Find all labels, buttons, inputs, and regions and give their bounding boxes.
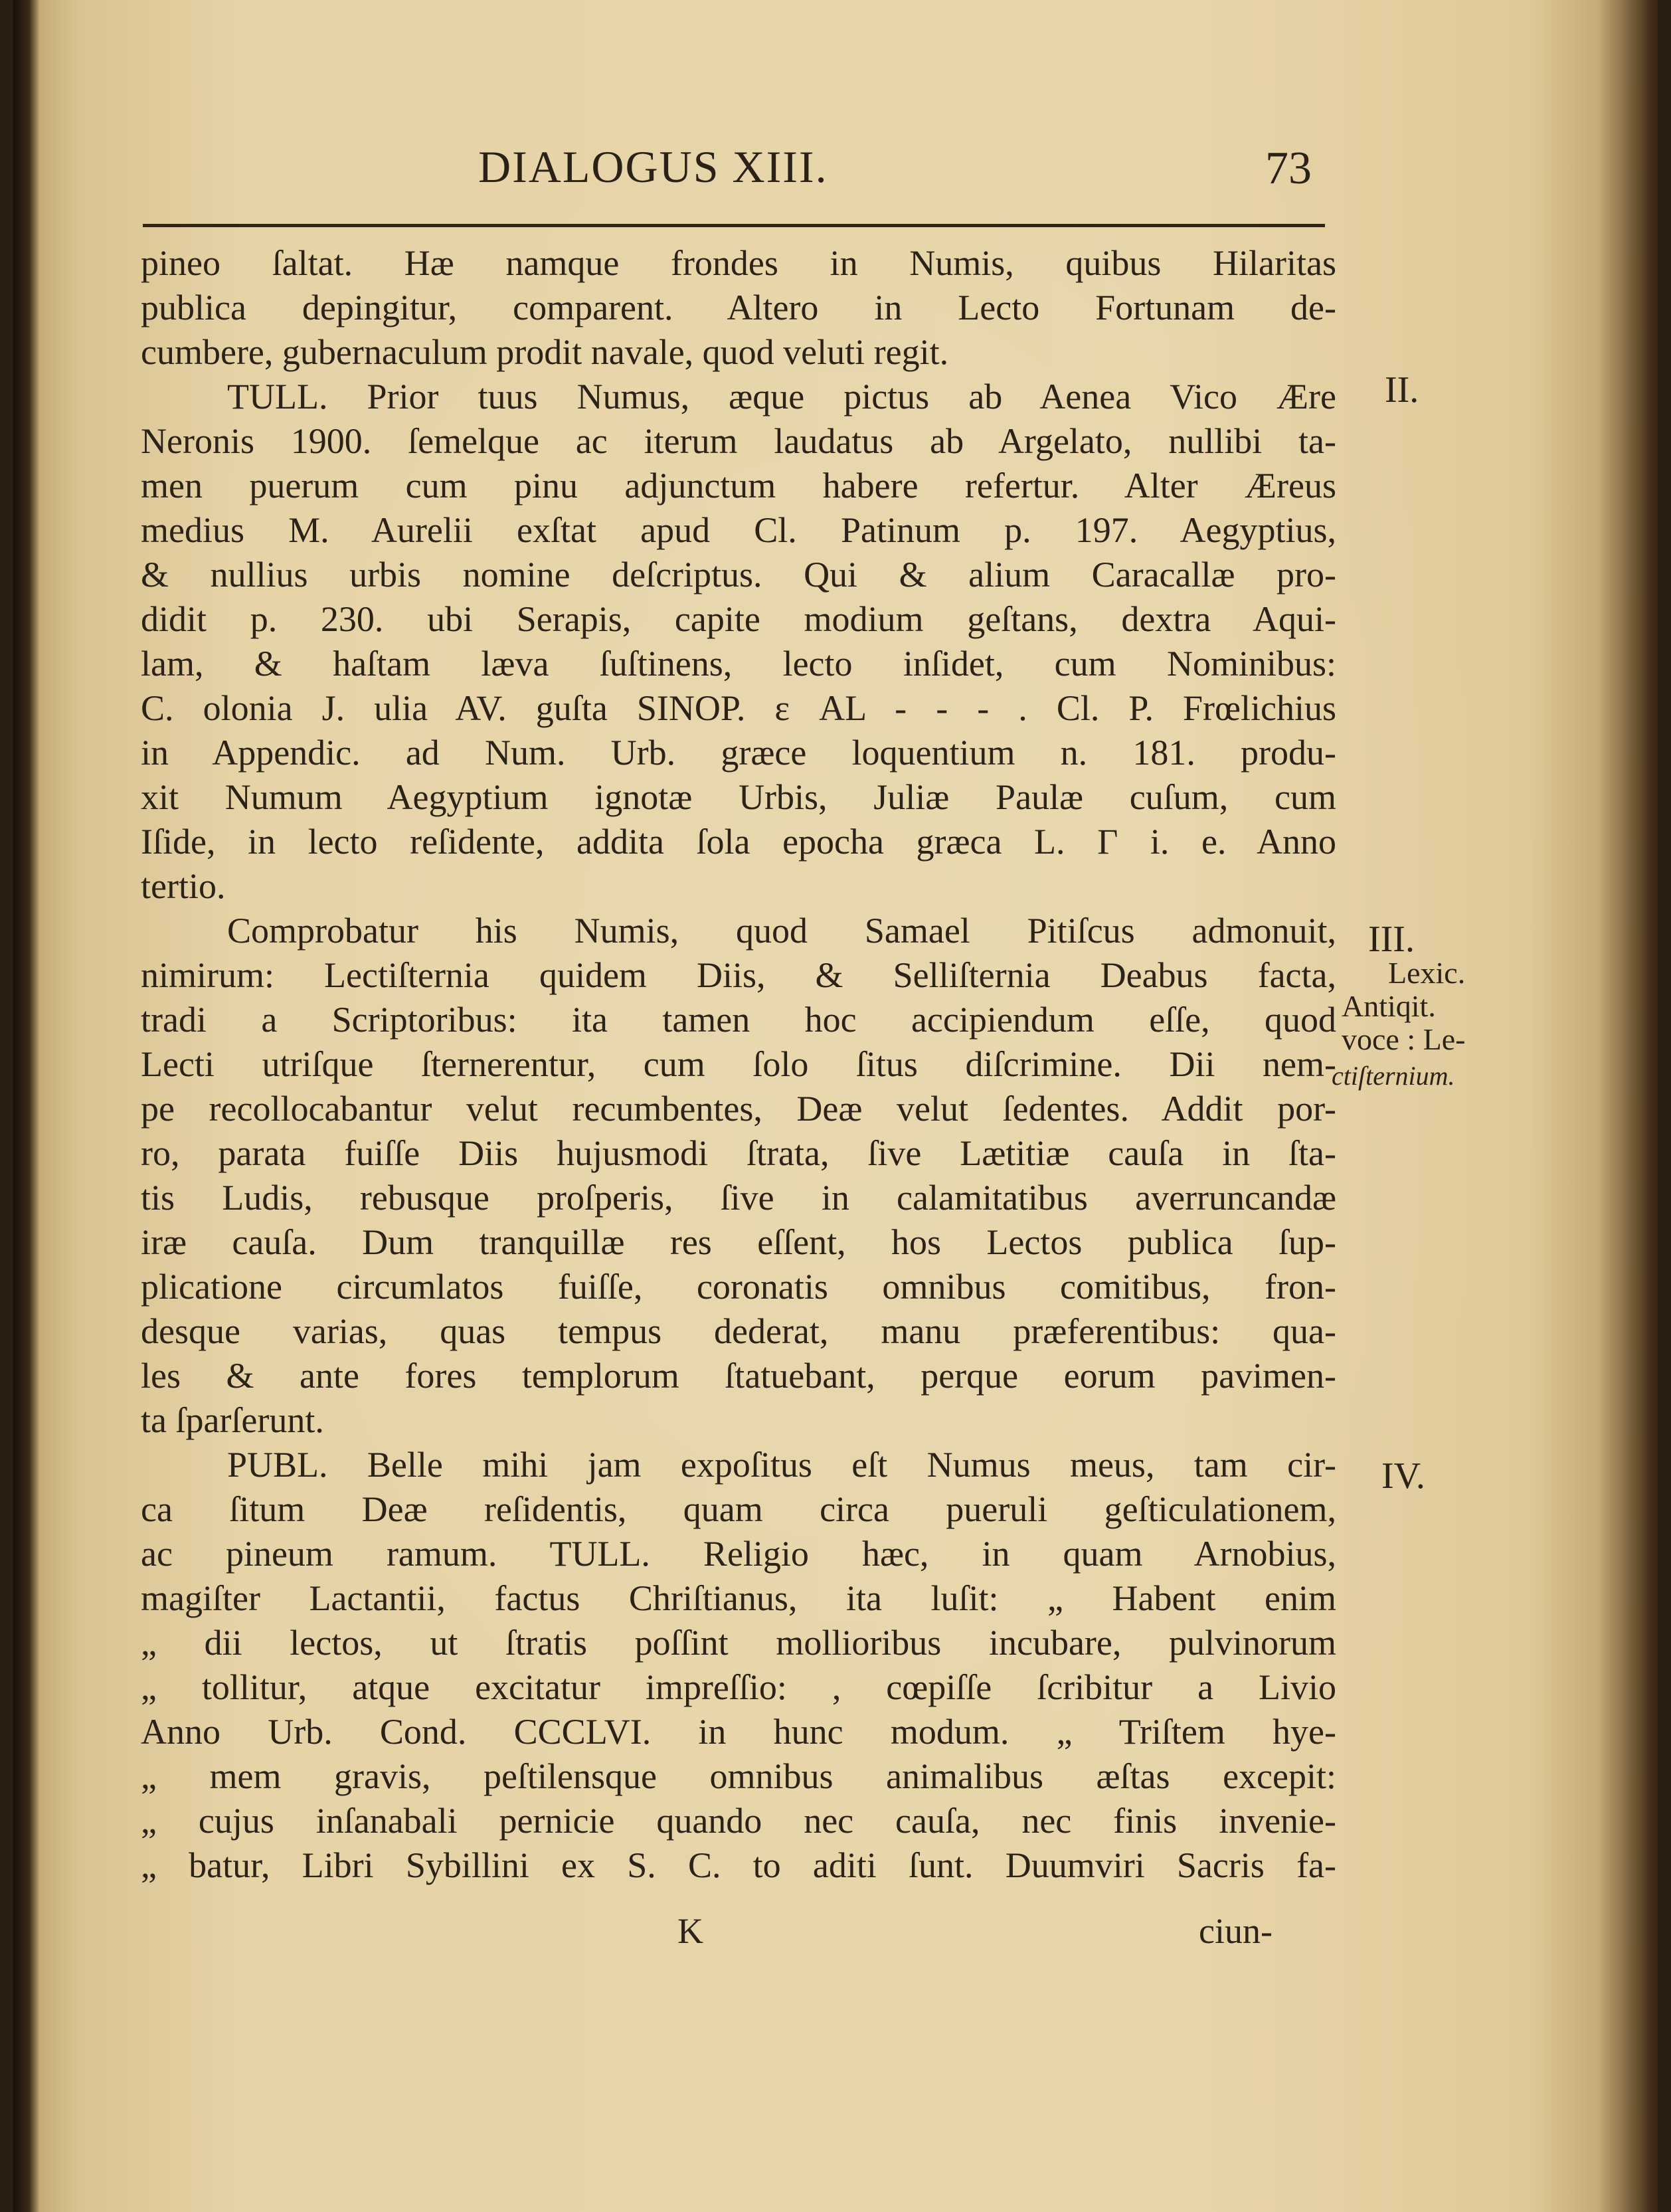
page-edge-shadow (1598, 0, 1658, 2212)
text-line: ac pineum ramum. TULL. Religio hæc, in quam Arnobius, (141, 1534, 1336, 1574)
book-spine (13, 0, 40, 2212)
text-line: magiſter Lactantii, factus Chriſtianus, ita luſit: „ Habent enim (141, 1578, 1336, 1618)
margin-note-antiqit: Antiqit. (1342, 989, 1436, 1023)
margin-note-term: ctiſternium. (1332, 1061, 1455, 1091)
text-line: „ cujus inſanabali pernicie quando nec cauſa, nec finis invenie- (141, 1801, 1336, 1841)
text-line: pe recollocabantur velut recumbentes, Deæ velut ſedentes. Addit por- (141, 1089, 1336, 1129)
text-line: publica depingitur, comparent. Altero in Lecto Fortunam de- (141, 288, 1336, 327)
text-line: pineo ſaltat. Hæ namque frondes in Numis, quibus Hilaritas (141, 243, 1336, 283)
text-line: nimirum: Lectiſternia quidem Diis, & Selliſternia Deabus facta, (141, 955, 1336, 995)
text-line: C. olonia J. ulia AV. guſta SINOP. ε AL - - - . Cl. P. Frœlichius (141, 688, 1336, 728)
text-line: medius M. Aurelii exſtat apud Cl. Patinum p. 197. Aegyptius, (141, 510, 1336, 550)
text-line: „ dii lectos, ut ſtratis poſſint mollioribus incubare, pulvinorum (141, 1623, 1336, 1663)
text-line: cumbere, gubernaculum prodit navale, quod veluti regit. (141, 332, 949, 372)
text-line: tis Ludis, rebusque proſperis, ſive in calamitatibus averruncandæ (141, 1178, 1336, 1218)
margin-section-2: II. (1385, 369, 1419, 411)
text-line: in Appendic. ad Num. Urb. græce loquentium n. 181. produ- (141, 733, 1336, 773)
text-line: didit p. 230. ubi Serapis, capite modium geſtans, dextra Aqui- (141, 599, 1336, 639)
text-line: men puerum cum pinu adjunctum habere refertur. Alter Æreus (141, 466, 1336, 506)
signature-mark: K (677, 1911, 703, 1951)
text-line: Anno Urb. Cond. CCCLVI. in hunc modum. „ Triſtem hye- (141, 1712, 1336, 1752)
text-line: iræ cauſa. Dum tranquillæ res eſſent, hos Lectos publica ſup- (141, 1222, 1336, 1262)
text-line: Comprobatur his Numis, quod Samael Pitiſcus admonuit, (227, 911, 1336, 951)
text-line: Iſide, in lecto reſidente, addita ſola epocha græca L. Γ i. e. Anno (141, 822, 1336, 862)
text-line: PUBL. Belle mihi jam expoſitus eſt Numus meus, tam cir- (227, 1445, 1336, 1485)
text-line: ro, parata fuiſſe Diis hujusmodi ſtrata, ſive Lætitiæ cauſa in ſta- (141, 1133, 1336, 1173)
text-line: Neronis 1900. ſemelque ac iterum laudatus ab Argelato, nullibi ta- (141, 421, 1336, 461)
text-line: plicatione circumlatos fuiſſe, coronatis omnibus comitibus, fron- (141, 1267, 1336, 1307)
catchword: ciun- (1199, 1911, 1273, 1951)
text-line: TULL. Prior tuus Numus, æque pictus ab Aenea Vico Ære (227, 377, 1336, 416)
text-line: „ tollitur, atque excitatur impreſſio: , cœpiſſe ſcribitur a Livio (141, 1667, 1336, 1707)
text-line: ta ſparſerunt. (141, 1400, 324, 1440)
margin-section-3: III. (1368, 919, 1415, 960)
text-line: desque varias, quas tempus dederat, manu præferentibus: qua- (141, 1311, 1336, 1351)
text-line: tertio. (141, 866, 226, 906)
text-line: les & ante fores templorum ſtatuebant, perque eorum pavimen- (141, 1356, 1336, 1396)
margin-note-lexic: Lexic. (1388, 956, 1466, 990)
header-rule (143, 224, 1325, 227)
text-line: ca ſitum Deæ reſidentis, quam circa pueruli geſticulationem, (141, 1489, 1336, 1529)
text-line: tradi a Scriptoribus: ita tamen hoc accipiendum eſſe, quod (141, 1000, 1336, 1040)
margin-section-4: IV. (1381, 1455, 1425, 1497)
margin-note-voce: voce : Le- (1342, 1022, 1466, 1056)
page-number: 73 (1265, 143, 1312, 194)
text-line: „ batur, Libri Sybillini ex S. C. to aditi ſunt. Duumviri Sacris fa- (141, 1845, 1336, 1885)
text-line: xit Numum Aegyptium ignotæ Urbis, Juliæ Paulæ cuſum, cum (141, 777, 1336, 817)
body-text (141, 241, 1336, 1888)
text-line: Lecti utriſque ſternerentur, cum ſolo ſitus diſcrimine. Dii nem- (141, 1044, 1336, 1084)
text-line: „ mem gravis, peſtilensque omnibus animalibus æſtas excepit: (141, 1756, 1336, 1796)
text-line: lam, & haſtam læva ſuſtinens, lecto inſidet, cum Nominibus: (141, 644, 1336, 684)
running-head-title: DIALOGUS XIII. (478, 141, 828, 192)
text-line: & nullius urbis nomine deſcriptus. Qui & alium Caracallæ pro- (141, 555, 1336, 595)
book-page (13, 0, 1658, 2212)
